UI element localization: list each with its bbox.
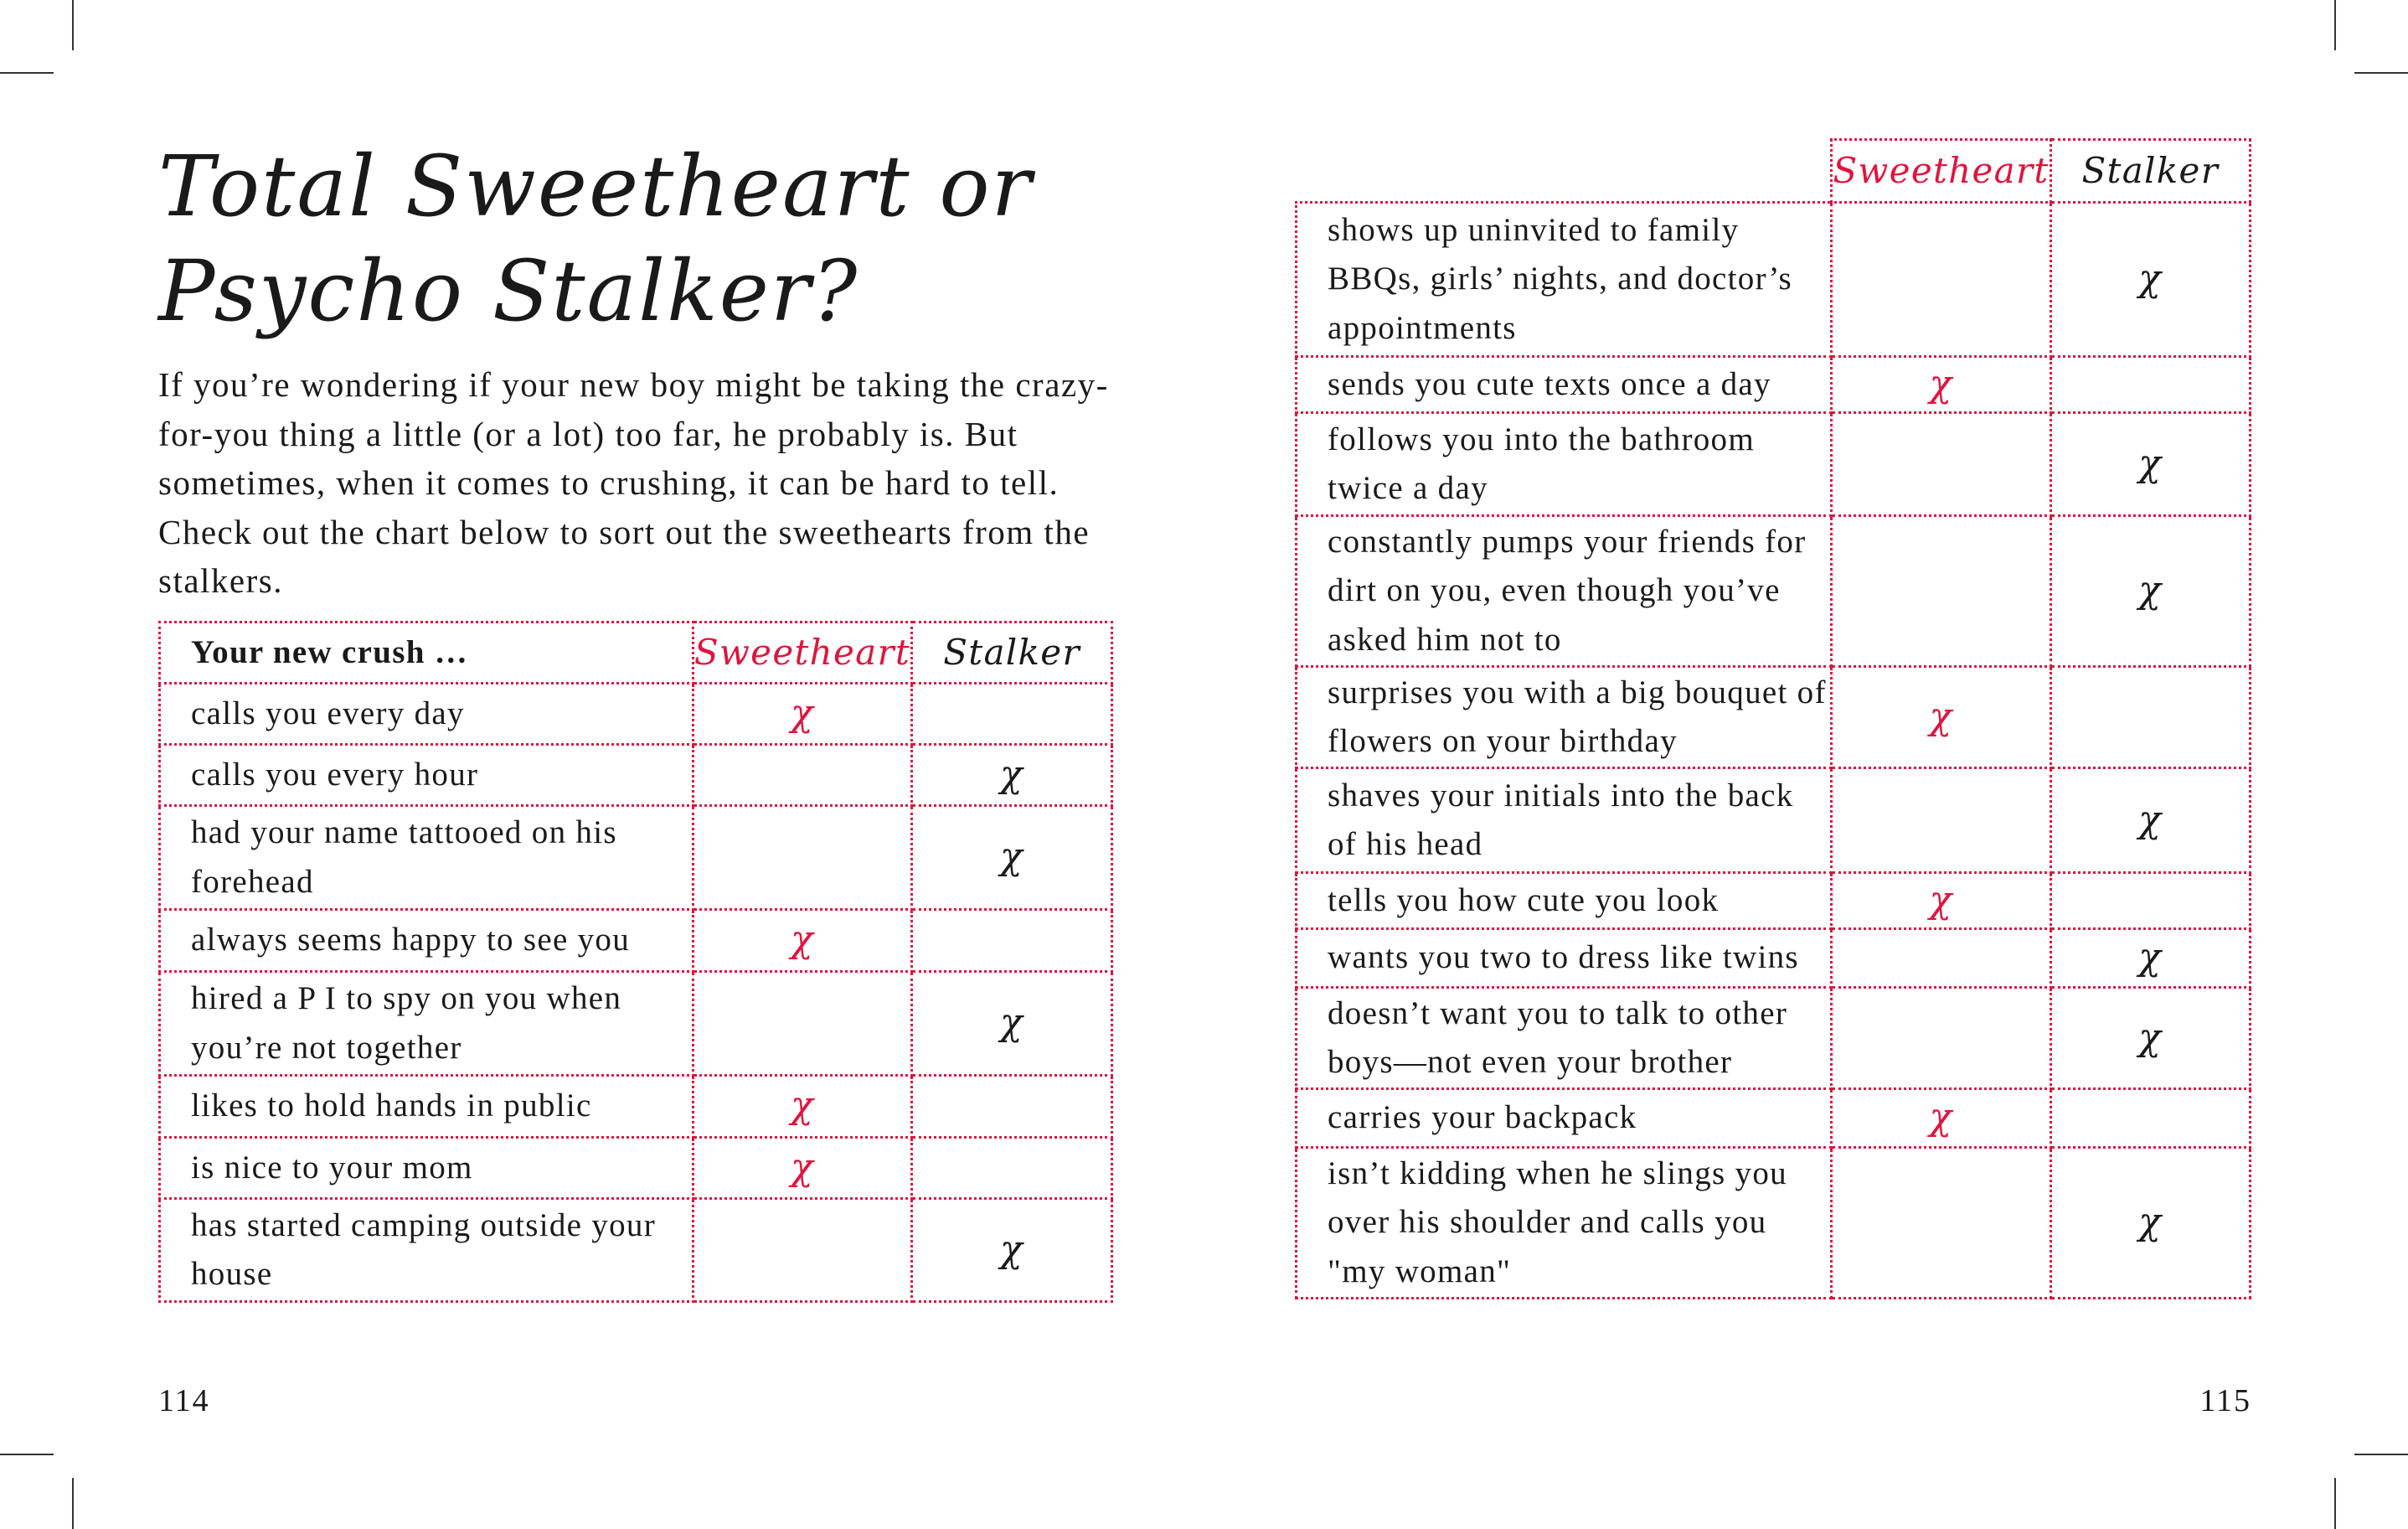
- table-row: [160, 1199, 1112, 1302]
- header-stalker: Stalker: [2050, 140, 2250, 203]
- table-row: [1297, 768, 2251, 873]
- sweetheart-mark-cell: χ: [1832, 357, 2050, 413]
- stalker-mark-cell: χ: [2050, 988, 2250, 1089]
- table-row: [160, 1076, 1112, 1138]
- behavior-cell: is nice to your mom: [160, 1138, 694, 1199]
- sweetheart-mark-cell: [1832, 516, 2050, 667]
- header-crush: Your new crush …: [160, 622, 694, 684]
- sweetheart-mark-cell: [693, 972, 911, 1076]
- behavior-cell: calls you every day: [160, 684, 694, 745]
- table-row: [1297, 929, 2251, 988]
- behavior-cell: surprises you with a big bouquet of flowers on your birthday: [1297, 667, 1832, 768]
- stalker-mark-cell: χ: [2050, 768, 2250, 873]
- table-row: [1297, 357, 2251, 413]
- stalker-mark-cell: [912, 910, 1112, 972]
- table-row: [1297, 203, 2251, 357]
- stalker-mark-cell: [2050, 667, 2250, 768]
- behavior-cell: hired a P I to spy on you when you’re not together: [160, 972, 694, 1076]
- stalker-mark-cell: χ: [912, 1199, 1112, 1302]
- sweetheart-mark-cell: [1832, 413, 2050, 516]
- sweetheart-mark-cell: χ: [1832, 873, 2050, 929]
- page-number-right: 115: [2199, 1383, 2251, 1418]
- behavior-cell: follows you into the bathroom twice a day: [1297, 413, 1832, 516]
- table-header-row: [1297, 140, 2251, 203]
- behavior-cell: shaves your initials into the back of his head: [1297, 768, 1832, 873]
- behavior-cell: wants you two to dress like twins: [1297, 929, 1832, 988]
- crop-mark: [2334, 0, 2336, 50]
- page-title: [158, 134, 1033, 344]
- behavior-cell: isn’t kidding when he slings you over his shoulder and calls you "my woman": [1297, 1148, 1832, 1299]
- stalker-mark-cell: [912, 684, 1112, 745]
- table-row: [160, 684, 1112, 745]
- stalker-mark-cell: χ: [912, 972, 1112, 1076]
- intro-paragraph: If you’re wondering if your new boy might be taking the crazy-for-you thing a little (or a lot) too far, he probably is. But sometimes, when it comes to crushing, it can be hard to tell. Check out the chart below to sort out the sweethearts from the stalkers.: [158, 365, 1109, 600]
- header-blank: [1297, 140, 1832, 203]
- sweetheart-mark-cell: χ: [1832, 1089, 2050, 1148]
- quiz-table-left: [158, 621, 1113, 1303]
- title-line: Total Sweetheart or: [158, 137, 1034, 235]
- table-row: [1297, 1148, 2251, 1299]
- sweetheart-mark-cell: χ: [693, 1076, 911, 1138]
- table-row: [1297, 667, 2251, 768]
- stalker-mark-cell: [2050, 873, 2250, 929]
- stalker-mark-cell: χ: [912, 806, 1112, 910]
- sweetheart-mark-cell: [693, 806, 911, 910]
- behavior-cell: always seems happy to see you: [160, 910, 694, 972]
- crop-mark: [2354, 1454, 2408, 1455]
- table-row: [1297, 873, 2251, 929]
- table-row: [160, 1138, 1112, 1199]
- crop-mark: [2334, 1478, 2336, 1529]
- page-number-left: 114: [158, 1383, 210, 1418]
- table-row: [1297, 1089, 2251, 1148]
- sweetheart-mark-cell: χ: [693, 1138, 911, 1199]
- table-row: [160, 972, 1112, 1076]
- crop-mark: [72, 0, 74, 50]
- sweetheart-mark-cell: [1832, 988, 2050, 1089]
- stalker-mark-cell: [2050, 1089, 2250, 1148]
- sweetheart-mark-cell: [1832, 768, 2050, 873]
- behavior-cell: constantly pumps your friends for dirt on you, even though you’ve asked him not to: [1297, 516, 1832, 667]
- crop-mark: [72, 1478, 74, 1529]
- sweetheart-mark-cell: [693, 745, 911, 806]
- title-line: Psycho Stalker?: [158, 242, 859, 340]
- header-sweetheart: Sweetheart: [1832, 140, 2050, 203]
- table-row: [1297, 516, 2251, 667]
- header-stalker: Stalker: [912, 622, 1112, 684]
- stalker-mark-cell: χ: [912, 745, 1112, 806]
- behavior-cell: doesn’t want you to talk to other boys—not even your brother: [1297, 988, 1832, 1089]
- behavior-cell: had your name tattooed on his forehead: [160, 806, 694, 910]
- table-row: [1297, 413, 2251, 516]
- crop-mark: [2354, 72, 2408, 74]
- behavior-cell: has started camping outside your house: [160, 1199, 694, 1302]
- sweetheart-mark-cell: [693, 1199, 911, 1302]
- header-sweetheart: Sweetheart: [693, 622, 911, 684]
- crop-mark: [0, 72, 54, 74]
- sweetheart-mark-cell: χ: [693, 910, 911, 972]
- stalker-mark-cell: χ: [2050, 203, 2250, 357]
- table-row: [1297, 988, 2251, 1089]
- crop-mark: [0, 1454, 54, 1455]
- behavior-cell: likes to hold hands in public: [160, 1076, 694, 1138]
- stalker-mark-cell: [2050, 357, 2250, 413]
- sweetheart-mark-cell: [1832, 203, 2050, 357]
- stalker-mark-cell: χ: [2050, 516, 2250, 667]
- behavior-cell: tells you how cute you look: [1297, 873, 1832, 929]
- table-row: [160, 745, 1112, 806]
- sweetheart-mark-cell: χ: [1832, 667, 2050, 768]
- behavior-cell: carries your backpack: [1297, 1089, 1832, 1148]
- stalker-mark-cell: χ: [2050, 413, 2250, 516]
- behavior-cell: shows up uninvited to family BBQs, girls’ nights, and doctor’s appointments: [1297, 203, 1832, 357]
- sweetheart-mark-cell: [1832, 929, 2050, 988]
- stalker-mark-cell: χ: [2050, 929, 2250, 988]
- sweetheart-mark-cell: [1832, 1148, 2050, 1299]
- sweetheart-mark-cell: χ: [693, 684, 911, 745]
- table-row: [160, 806, 1112, 910]
- quiz-table-right: [1295, 138, 2251, 1299]
- table-header-row: [160, 622, 1112, 684]
- stalker-mark-cell: [912, 1076, 1112, 1138]
- behavior-cell: sends you cute texts once a day: [1297, 357, 1832, 413]
- stalker-mark-cell: [912, 1138, 1112, 1199]
- table-row: [160, 910, 1112, 972]
- stalker-mark-cell: χ: [2050, 1148, 2250, 1299]
- behavior-cell: calls you every hour: [160, 745, 694, 806]
